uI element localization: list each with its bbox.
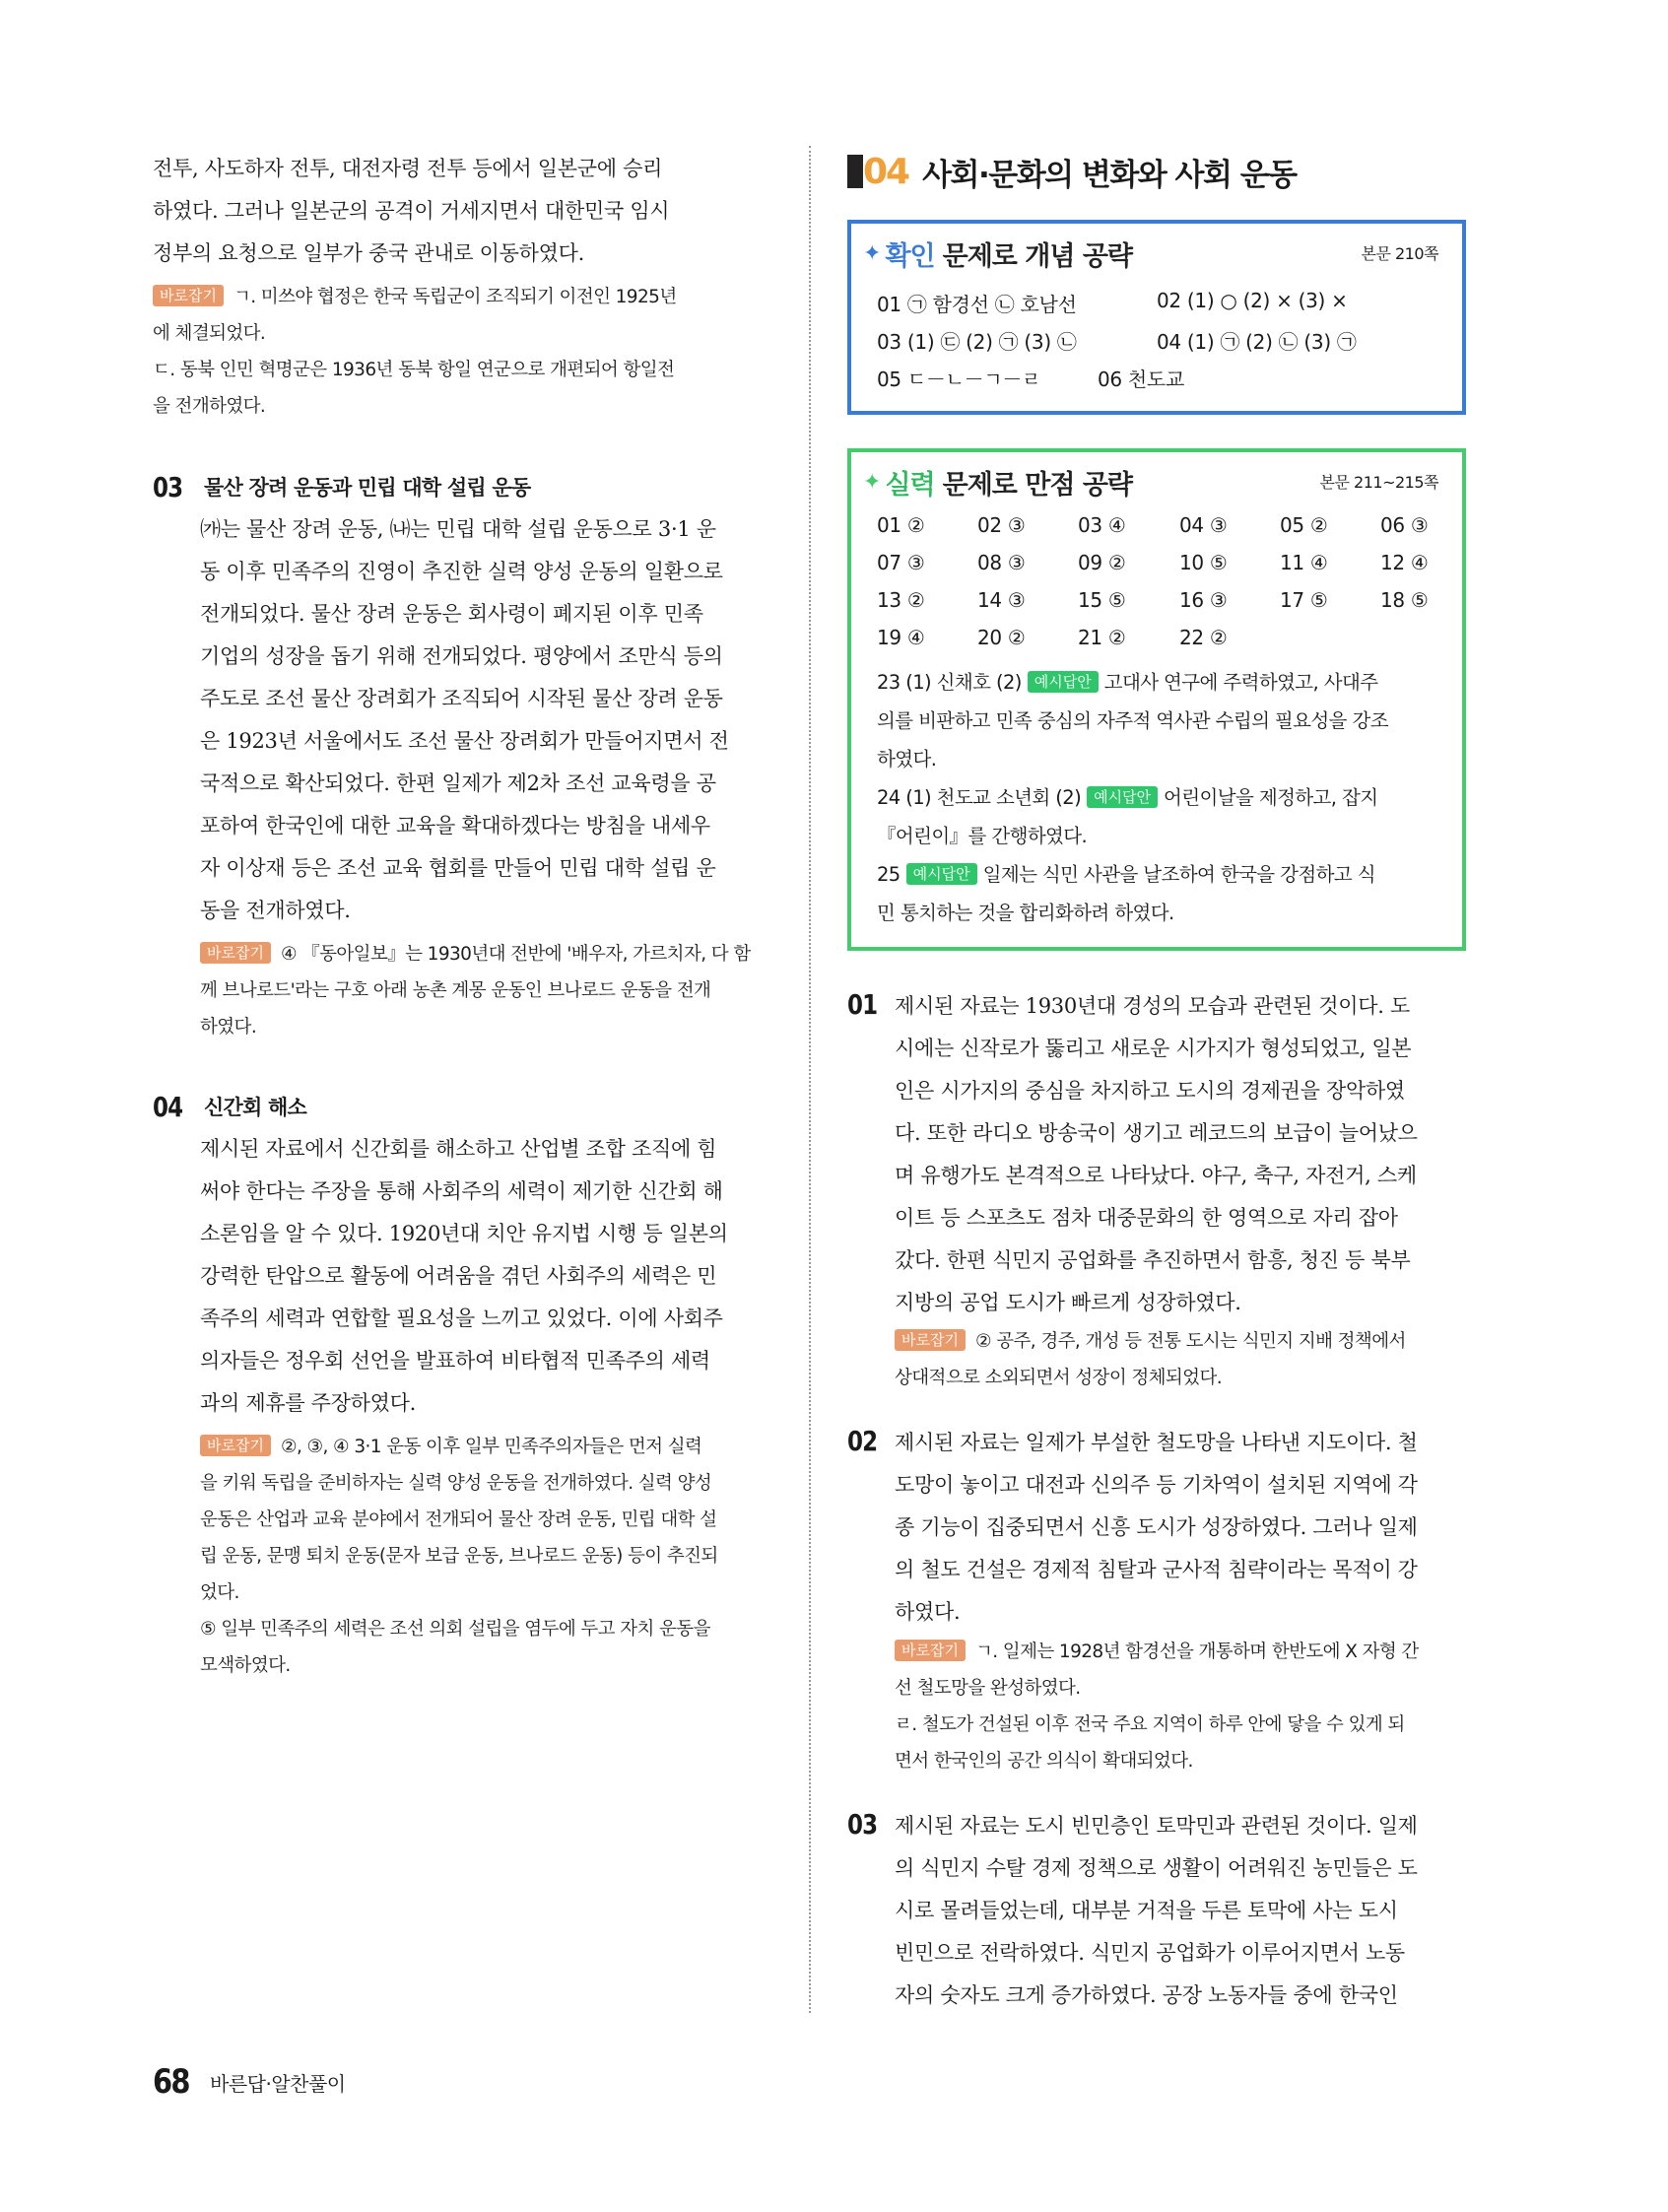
text-line: 갔다. 한편 식민지 공업화를 추진하면서 함흥, 청진 등 북부 bbox=[895, 1248, 1411, 1272]
answer-grid-item: 09 ② bbox=[1078, 551, 1126, 574]
note-line: ㄱ. 일제는 1928년 함경선을 개통하며 한반도에 X 자형 간 bbox=[974, 1642, 1419, 1662]
note-line: 상대적으로 소외되면서 성장이 정체되었다. bbox=[895, 1368, 1223, 1388]
answer-item: 05 ㄷ－ㄴ－ㄱ－ㄹ bbox=[877, 368, 1041, 391]
answer-23 bbox=[877, 663, 1448, 778]
text-line: 며 유행가도 본격적으로 나타났다. 야구, 축구, 자전거, 스케 bbox=[895, 1164, 1417, 1187]
sparkle-icon: ✦ bbox=[863, 240, 882, 266]
sample-answer-tag: 예시답안 bbox=[906, 863, 977, 885]
page-reference: 본문 210쪽 bbox=[1361, 244, 1438, 263]
answer-text: 고대사 연구에 주력하였고, 사대주 bbox=[1103, 671, 1378, 694]
text-line: 제시된 자료는 도시 빈민층인 토막민과 관련된 것이다. 일제 bbox=[895, 1814, 1418, 1838]
answer-grid-item: 16 ③ bbox=[1179, 588, 1228, 612]
section-title: 사회·문화의 변화와 사회 운동 bbox=[922, 157, 1297, 193]
answer-grid-item: 17 ⑤ bbox=[1280, 588, 1328, 612]
text-line: 소론임을 알 수 있다. 1920년대 치안 유지법 시행 등 일본의 bbox=[200, 1222, 728, 1245]
question-03-correction-note bbox=[200, 936, 775, 1045]
answer-grid-item: 06 ③ bbox=[1380, 513, 1429, 537]
book-section-name: 바른답·알찬풀이 bbox=[210, 2071, 346, 2096]
answer-grid-item: 02 ③ bbox=[977, 513, 1026, 537]
text-line: 도망이 놓이고 대전과 신의주 등 기차역이 설치된 지역에 각 bbox=[895, 1473, 1418, 1497]
section-heading bbox=[847, 148, 1297, 195]
answer-grid-item: 18 ⑤ bbox=[1380, 588, 1429, 612]
note-line: 을 키워 독립을 준비하자는 실력 양성 운동을 전개하였다. 실력 양성 bbox=[200, 1473, 712, 1494]
text-line: 종 기능이 집중되면서 신흥 도시가 성장하였다. 그러나 일제 bbox=[895, 1515, 1418, 1539]
explanation-number: 01 bbox=[847, 988, 878, 1021]
explanation-number: 03 bbox=[847, 1808, 878, 1841]
note-line: 선 철도망을 완성하였다. bbox=[895, 1678, 1081, 1699]
correction-tag: 바로잡기 bbox=[895, 1329, 966, 1351]
page-footer bbox=[153, 2062, 346, 2102]
answer-text: 의를 비판하고 민족 중심의 자주적 역사관 수립의 필요성을 강조 bbox=[877, 709, 1388, 732]
answer-grid-item: 14 ③ bbox=[977, 588, 1026, 612]
note-line: 께 브나로드'라는 구호 아래 농촌 계몽 운동인 브나로드 운동을 전개 bbox=[200, 980, 711, 1001]
answer-grid-item: 03 ④ bbox=[1078, 513, 1126, 537]
note-line: ㄱ. 미쓰야 협정은 한국 독립군이 조직되기 이전인 1925년 bbox=[233, 287, 677, 307]
box-header bbox=[863, 462, 1132, 502]
text-line: 기업의 성장을 돕기 위해 전개되었다. 평양에서 조만식 등의 bbox=[200, 644, 723, 668]
text-line: 써야 한다는 주장을 통해 사회주의 세력이 제기한 신간회 해 bbox=[200, 1179, 723, 1203]
intro-paragraph bbox=[153, 148, 775, 275]
text-line: 제시된 자료는 일제가 부설한 철도망을 나타낸 지도이다. 철 bbox=[895, 1431, 1418, 1454]
sparkle-icon: ✦ bbox=[863, 469, 882, 495]
text-line: 자의 숫자도 크게 증가하였다. 공장 노동자들 중에 한국인 bbox=[895, 1983, 1398, 2007]
note-line: 하였다. bbox=[200, 1017, 257, 1038]
explanation-01 bbox=[895, 985, 1466, 1324]
explanation-02 bbox=[895, 1422, 1466, 1634]
note-line: ②, ③, ④ 3·1 운동 이후 일부 민족주의자들은 먼저 실력 bbox=[280, 1437, 702, 1457]
text-line: 이트 등 스포츠도 점차 대중문화의 한 영역으로 자리 잡아 bbox=[895, 1206, 1398, 1230]
answer-grid-item: 07 ③ bbox=[877, 551, 925, 574]
text-line: ㈎는 물산 장려 운동, ㈏는 민립 대학 설립 운동으로 3·1 운 bbox=[200, 517, 716, 541]
column-divider bbox=[809, 146, 811, 2013]
answer-text: 어린이날을 제정하고, 잡지 bbox=[1164, 786, 1378, 809]
answer-grid-item: 21 ② bbox=[1078, 626, 1126, 649]
text-line: 제시된 자료는 1930년대 경성의 모습과 관련된 것이다. 도 bbox=[895, 994, 1410, 1018]
box-keyword: 확인 bbox=[885, 240, 935, 272]
text-line: 하였다. 그러나 일본군의 공격이 거세지면서 대한민국 임시 bbox=[153, 199, 670, 223]
explanation-02-correction-note bbox=[895, 1634, 1466, 1779]
answer-25 bbox=[877, 855, 1448, 932]
text-line: 시에는 신작로가 뚫리고 새로운 시가지가 형성되었고, 일본 bbox=[895, 1037, 1412, 1060]
note-line: 에 체결되었다. bbox=[153, 323, 266, 344]
note-line: 었다. bbox=[200, 1582, 239, 1603]
box-keyword: 실력 bbox=[885, 469, 935, 501]
text-line: 지방의 공업 도시가 빠르게 성장하였다. bbox=[895, 1291, 1241, 1314]
answer-text: 25 bbox=[877, 863, 901, 886]
answer-grid-item: 01 ② bbox=[877, 513, 925, 537]
answer-grid-item: 13 ② bbox=[877, 588, 925, 612]
question-03-heading bbox=[153, 467, 530, 506]
page-reference: 본문 211~215쪽 bbox=[1319, 473, 1438, 492]
note-line: ㄹ. 철도가 건설된 이후 전국 주요 지역이 하루 안에 닿을 수 있게 되 bbox=[895, 1714, 1405, 1735]
text-line: 동 이후 민족주의 진영이 추진한 실력 양성 운동의 일환으로 bbox=[200, 560, 723, 583]
mastery-answer-box bbox=[847, 448, 1466, 951]
text-line: 의 식민지 수탈 경제 정책으로 생활이 어려워진 농민들은 도 bbox=[895, 1856, 1418, 1880]
text-line: 정부의 요청으로 일부가 중국 관내로 이동하였다. bbox=[153, 241, 584, 265]
question-04-heading bbox=[153, 1087, 306, 1126]
sample-answer-tag: 예시답안 bbox=[1028, 671, 1099, 693]
answer-item: 04 (1) ㉠ (2) ㉡ (3) ㉠ bbox=[1157, 330, 1357, 354]
explanation-01-correction-note bbox=[895, 1323, 1466, 1396]
answer-24 bbox=[877, 778, 1448, 855]
box-title: 문제로 개념 공략 bbox=[942, 240, 1132, 272]
answer-grid-item: 15 ⑤ bbox=[1078, 588, 1126, 612]
correction-tag: 바로잡기 bbox=[895, 1640, 966, 1661]
box-title: 문제로 만점 공략 bbox=[942, 469, 1132, 501]
answer-text: 일제는 식민 사관을 날조하여 한국을 강점하고 식 bbox=[982, 863, 1375, 886]
correction-tag: 바로잡기 bbox=[153, 285, 224, 306]
question-number: 04 bbox=[153, 1090, 183, 1123]
text-line: 전개되었다. 물산 장려 운동은 회사령이 폐지된 이후 민족 bbox=[200, 602, 703, 626]
note-line: 립 운동, 문맹 퇴치 운동(문자 보급 운동, 브나로드 운동) 등이 추진되 bbox=[200, 1546, 718, 1567]
question-title: 물산 장려 운동과 민립 대학 설립 운동 bbox=[204, 476, 531, 500]
explanation-03 bbox=[895, 1805, 1466, 2017]
text-line: 은 1923년 서울에서도 조선 물산 장려회가 만들어지면서 전 bbox=[200, 729, 729, 753]
note-line: ⑤ 일부 민족주의 세력은 조선 의회 설립을 염두에 두고 자치 운동을 bbox=[200, 1619, 710, 1640]
answer-text: 23 (1) 신채호 (2) bbox=[877, 671, 1022, 694]
question-04-correction-note bbox=[200, 1429, 775, 1684]
text-line: 의 철도 건설은 경제적 침탈과 군사적 침략이라는 목적이 강 bbox=[895, 1558, 1418, 1581]
text-line: 시로 몰려들었는데, 대부분 거적을 두른 토막에 사는 도시 bbox=[895, 1899, 1398, 1922]
answer-item: 06 천도교 bbox=[1098, 368, 1184, 391]
answer-grid-item: 05 ② bbox=[1280, 513, 1328, 537]
text-line: 포하여 한국인에 대한 교육을 확대하겠다는 방침을 내세우 bbox=[200, 814, 710, 838]
answer-text: 24 (1) 천도교 소년회 (2) bbox=[877, 786, 1082, 809]
section-marker-icon bbox=[847, 155, 863, 188]
text-line: 전투, 사도하자 전투, 대전자령 전투 등에서 일본군에 승리 bbox=[153, 157, 663, 180]
note-line: ㄷ. 동북 인민 혁명군은 1936년 동북 항일 연군으로 개편되어 항일전 bbox=[153, 360, 675, 380]
question-03-explanation bbox=[200, 508, 775, 932]
text-line: 족주의 세력과 연합할 필요성을 느끼고 있었다. 이에 사회주 bbox=[200, 1307, 723, 1330]
concept-check-answer-box bbox=[847, 220, 1466, 415]
correction-tag: 바로잡기 bbox=[200, 942, 271, 964]
answer-grid-item: 12 ④ bbox=[1380, 551, 1429, 574]
text-line: 과의 제휴를 주장하였다. bbox=[200, 1391, 416, 1415]
question-number: 03 bbox=[153, 470, 183, 503]
answer-grid-item: 10 ⑤ bbox=[1179, 551, 1228, 574]
answer-grid-item: 04 ③ bbox=[1179, 513, 1228, 537]
intro-correction-note bbox=[153, 279, 775, 425]
answer-text: 민 통치하는 것을 합리화하려 하였다. bbox=[877, 902, 1174, 924]
answer-grid-item: 20 ② bbox=[977, 626, 1026, 649]
text-line: 주도로 조선 물산 장려회가 조직되어 시작된 물산 장려 운동 bbox=[200, 687, 723, 710]
text-line: 하였다. bbox=[895, 1600, 961, 1624]
note-line: 운동은 산업과 교육 분야에서 전개되어 물산 장려 운동, 민립 대학 설 bbox=[200, 1509, 717, 1530]
answer-grid-item: 22 ② bbox=[1179, 626, 1228, 649]
question-title: 신간회 해소 bbox=[204, 1096, 306, 1119]
text-line: 국적으로 확산되었다. 한편 일제가 제2차 조선 교육령을 공 bbox=[200, 771, 716, 795]
sample-answer-tag: 예시답안 bbox=[1087, 786, 1158, 808]
text-line: 동을 전개하였다. bbox=[200, 899, 351, 922]
correction-tag: 바로잡기 bbox=[200, 1435, 271, 1456]
text-line: 다. 또한 라디오 방송국이 생기고 레코드의 보급이 늘어났으 bbox=[895, 1121, 1418, 1145]
section-number: 04 bbox=[863, 151, 909, 192]
answer-grid-item: 08 ③ bbox=[977, 551, 1026, 574]
note-line: ② 공주, 경주, 개성 등 전통 도시는 식민지 지배 정책에서 bbox=[974, 1331, 1406, 1352]
note-line: 을 전개하였다. bbox=[153, 396, 266, 417]
box-header bbox=[863, 234, 1132, 273]
question-04-explanation bbox=[200, 1128, 775, 1425]
page-number: 68 bbox=[153, 2062, 189, 2102]
answer-text: 『어린이』를 간행하였다. bbox=[877, 825, 1088, 847]
answer-grid-item: 11 ④ bbox=[1280, 551, 1328, 574]
note-line: 모색하였다. bbox=[200, 1655, 291, 1676]
text-line: 인은 시가지의 중심을 차지하고 도시의 경제권을 장악하였 bbox=[895, 1079, 1405, 1103]
answer-item: 03 (1) ㉢ (2) ㉠ (3) ㉡ bbox=[877, 330, 1077, 354]
answer-item: 02 (1) ○ (2) × (3) × bbox=[1157, 289, 1348, 312]
text-line: 의자들은 정우회 선언을 발표하여 비타협적 민족주의 세력 bbox=[200, 1349, 710, 1373]
explanation-number: 02 bbox=[847, 1425, 878, 1457]
answer-text: 하였다. bbox=[877, 748, 937, 771]
answer-grid-item: 19 ④ bbox=[877, 626, 925, 649]
answer-item: 01 ㉠ 함경선 ㉡ 호남선 bbox=[877, 293, 1077, 316]
note-line: ④ 『동아일보』는 1930년대 전반에 '배우자, 가르치자, 다 함 bbox=[280, 944, 751, 965]
text-line: 자 이상재 등은 조선 교육 협회를 만들어 민립 대학 설립 운 bbox=[200, 856, 716, 880]
text-line: 강력한 탄압으로 활동에 어려움을 겪던 사회주의 세력은 민 bbox=[200, 1264, 717, 1288]
text-line: 제시된 자료에서 신간회를 해소하고 산업별 조합 조직에 힘 bbox=[200, 1137, 717, 1161]
note-line: 면서 한국인의 공간 의식이 확대되었다. bbox=[895, 1751, 1193, 1772]
text-line: 빈민으로 전락하였다. 식민지 공업화가 이루어지면서 노동 bbox=[895, 1941, 1405, 1965]
